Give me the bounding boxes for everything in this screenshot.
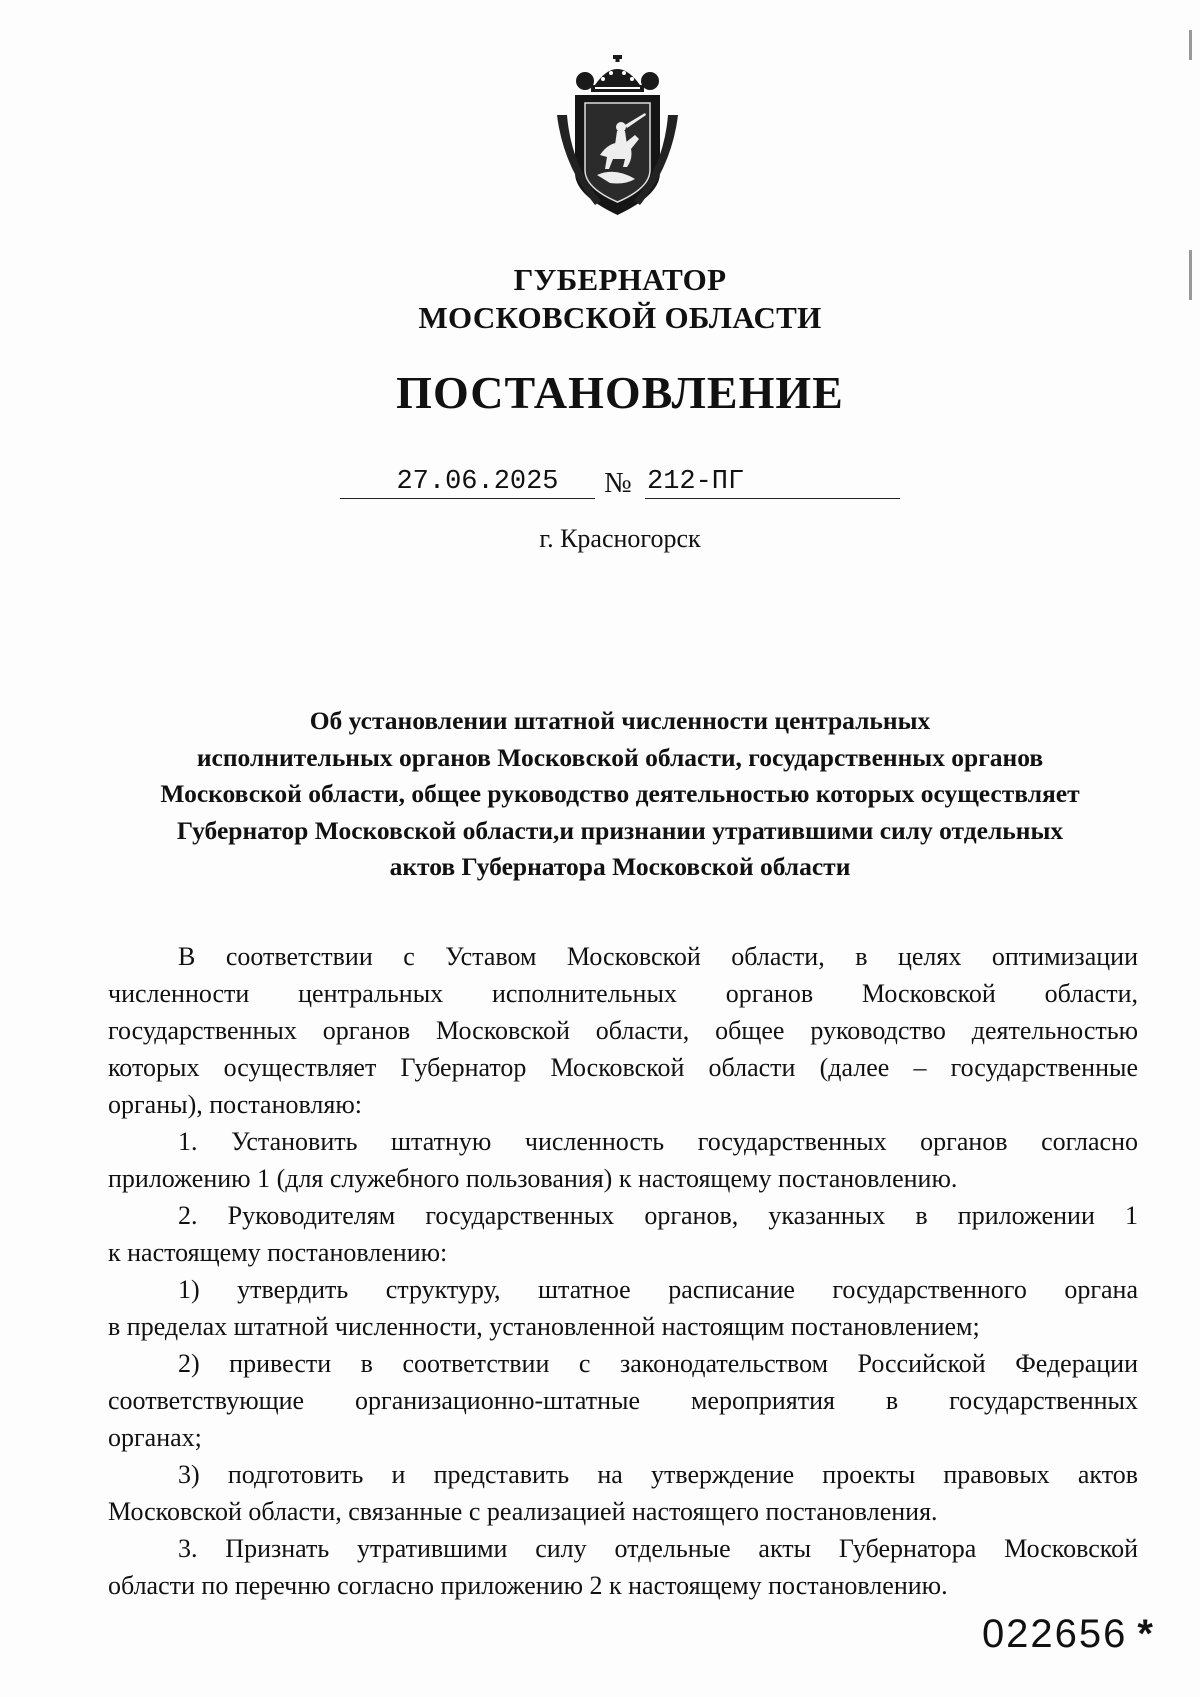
body-line: 3. Признать утратившими силу отдельные акты Губернатора Московской	[178, 1534, 1138, 1563]
document-title	[100, 703, 1140, 886]
document-number: 212-ПГ	[645, 465, 900, 499]
subclause-2-paragraph	[108, 1345, 1138, 1456]
body-line: органах;	[108, 1423, 202, 1452]
clause-3-paragraph	[108, 1530, 1138, 1604]
body-line: 2) привести в соответствии с законодательством Российской Федерации	[178, 1349, 1138, 1378]
body-line: 1) утвердить структуру, штатное расписание государственного органа	[178, 1275, 1138, 1304]
body-line: соответствующие организационно-штатные мероприятия в государственных	[108, 1386, 1138, 1415]
issuer-title-line2: МОСКОВСКОЙ ОБЛАСТИ	[418, 300, 822, 335]
body-line: 3) подготовить и представить на утверждение проекты правовых актов	[178, 1460, 1138, 1489]
body-line: государственных органов Московской области, общее руководство деятельностью	[108, 1016, 1138, 1045]
subclause-3-paragraph	[108, 1456, 1138, 1530]
issuer-title-line1: ГУБЕРНАТОР	[513, 262, 727, 297]
title-line: Губернатор Московской области,и признании утратившими силу отдельных	[176, 815, 1064, 845]
serial-number	[982, 1610, 1155, 1658]
body-line: к настоящему постановлению:	[108, 1238, 448, 1267]
scan-edge-mark	[1189, 250, 1192, 300]
body-line: органы), постановляю:	[108, 1090, 362, 1119]
document-body	[108, 938, 1138, 1604]
subclause-1-paragraph	[108, 1271, 1138, 1345]
document-date: 27.06.2025	[340, 465, 595, 499]
serial-star-mark: *	[1137, 1612, 1155, 1656]
coat-of-arms-icon	[555, 55, 680, 220]
serial-digits: 022656	[981, 1612, 1128, 1656]
document-type-heading: ПОСТАНОВЛЕНИЕ	[396, 367, 844, 418]
body-line: 1. Установить штатную численность государственных органов согласно	[178, 1127, 1138, 1156]
body-line: в пределах штатной численности, установленной настоящим постановлением;	[108, 1312, 980, 1341]
title-line: актов Губернатора Московской области	[389, 852, 851, 881]
scan-edge-mark	[1189, 30, 1192, 60]
body-line: области по перечню согласно приложению 2 к настоящему постановлению.	[108, 1571, 948, 1600]
preamble-paragraph	[108, 938, 1138, 1123]
body-line: В соответствии с Уставом Московской области, в целях оптимизации	[178, 942, 1138, 971]
clause-2-paragraph	[108, 1197, 1138, 1271]
title-line: исполнительных органов Московской области, государственных органов	[196, 742, 1044, 772]
issue-city: г. Красногорск	[539, 524, 701, 553]
title-line: Об установлении штатной численности центральных	[309, 706, 931, 735]
clause-1-paragraph	[108, 1123, 1138, 1197]
body-line: приложению 1 (для служебного пользования) к настоящему постановлению.	[108, 1164, 958, 1193]
body-line: которых осуществляет Губернатор Московской области (далее – государственные	[108, 1053, 1138, 1082]
title-line: Московской области, общее руководство деятельностью которых осуществляет	[160, 779, 1080, 808]
body-line: 2. Руководителям государственных органов, указанных в приложении 1	[178, 1201, 1138, 1230]
body-line: численности центральных исполнительных органов Московской области,	[108, 979, 1138, 1008]
number-sign: №	[604, 467, 632, 499]
body-line: Московской области, связанные с реализацией настоящего постановления.	[108, 1497, 938, 1526]
